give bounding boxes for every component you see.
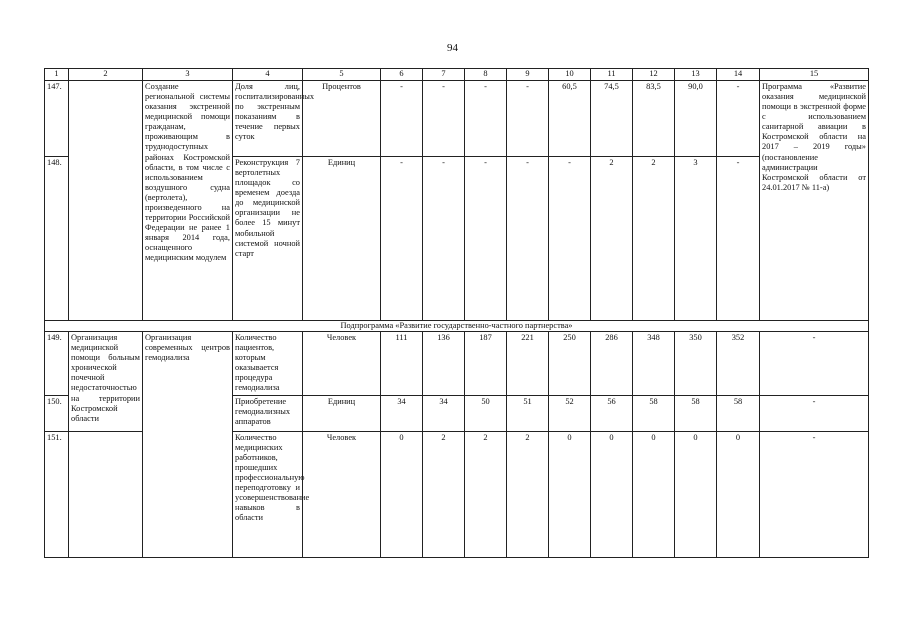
row-number: 150. [45,395,69,431]
value-cell: 51 [507,395,549,431]
value-cell: - [465,81,507,157]
page-number: 94 [447,42,458,54]
value-cell: 34 [423,395,465,431]
indicator-cell: Количество пациентов, которым оказывается процедура гемодиализа [233,332,303,395]
unit-cell: Человек [303,431,381,557]
value-cell: 2 [465,431,507,557]
value-cell: 0 [549,431,591,557]
header-cell: 11 [591,69,633,81]
value-cell: 56 [591,395,633,431]
header-cell: 14 [717,69,760,81]
value-cell: 136 [423,332,465,395]
value-cell: - [423,81,465,157]
value-cell: 83,5 [633,81,675,157]
value-cell: 348 [633,332,675,395]
note-cell: Программа «Развитие оказания медицинской помощи в экстренной форме с использованием санитарной авиации в Костромской области на 2017 – 2019 годы» (постановление администрации Костромской области от 24.01.2017 № 11-а) [760,81,869,321]
header-cell: 12 [633,69,675,81]
indicator-cell: Реконструкция 7 вертолетных площадок со временем доезда до медицинской организации не более 15 минут мобильной системой ночной старт [233,157,303,321]
note-cell: - [760,332,869,395]
value-cell: 90,0 [675,81,717,157]
value-cell: - [507,157,549,321]
value-cell: - [381,157,423,321]
header-cell: 10 [549,69,591,81]
indicators-table [44,68,869,558]
value-cell: - [507,81,549,157]
note-cell: - [760,431,869,557]
value-cell: - [549,157,591,321]
value-cell: 2 [423,431,465,557]
subprogram-row [45,321,869,332]
value-cell: 2 [507,431,549,557]
value-cell: 221 [507,332,549,395]
header-cell: 15 [760,69,869,81]
indicator-cell: Доля лиц, госпитализированных по экстренным показаниям в течение первых суток [233,81,303,157]
subprogram-title: Подпрограмма «Развитие государственно-частного партнерства» [45,321,869,332]
unit-cell: Единиц [303,157,381,321]
value-cell: 2 [591,157,633,321]
measure-cell: Создание региональной системы оказания экстренной медицинской помощи гражданам, проживающим в труднодоступных районах Костромской области, в том числе с использованием воздушного судна (вертолета), произведенного на территории Российской Федерации не ранее 1 января 2014 года, оснащенного медицинским модулем [143,81,233,321]
task-cell-empty [69,81,143,321]
value-cell: 50 [465,395,507,431]
value-cell: 2 [633,157,675,321]
value-cell: - [717,157,760,321]
row-number: 149. [45,332,69,395]
header-cell: 13 [675,69,717,81]
header-cell: 4 [233,69,303,81]
row-number: 147. [45,81,69,157]
value-cell: 187 [465,332,507,395]
header-cell: 9 [507,69,549,81]
row-number: 151. [45,431,69,557]
header-cell: 3 [143,69,233,81]
header-cell: 6 [381,69,423,81]
value-cell: - [423,157,465,321]
indicator-cell: Приобретение гемодиализных аппаратов [233,395,303,431]
header-cell: 1 [45,69,69,81]
indicator-cell: Количество медицинских работников, прошедших профессиональную переподготовку и усовершенствование навыков в области [233,431,303,557]
value-cell: 74,5 [591,81,633,157]
row-number: 148. [45,157,69,321]
header-cell: 8 [465,69,507,81]
measure-cell: Организация современных центров гемодиализа [143,332,233,557]
value-cell: - [381,81,423,157]
value-cell: 58 [633,395,675,431]
value-cell: 0 [381,431,423,557]
value-cell: 58 [675,395,717,431]
note-cell: - [760,395,869,431]
unit-cell: Процентов [303,81,381,157]
value-cell: 60,5 [549,81,591,157]
unit-cell: Человек [303,332,381,395]
value-cell: 0 [717,431,760,557]
unit-cell: Единиц [303,395,381,431]
value-cell: 0 [591,431,633,557]
value-cell: 58 [717,395,760,431]
value-cell: - [465,157,507,321]
value-cell: 0 [675,431,717,557]
value-cell: 250 [549,332,591,395]
header-cell: 2 [69,69,143,81]
header-cell: 5 [303,69,381,81]
value-cell: 111 [381,332,423,395]
task-cell: Организация медицинской помощи больным хронической почечной недостаточностью на территории Костромской области [69,332,143,431]
column-numbers-row [45,69,869,81]
task-cell-empty [69,431,143,557]
value-cell: 352 [717,332,760,395]
value-cell: 0 [633,431,675,557]
value-cell: 52 [549,395,591,431]
value-cell: 286 [591,332,633,395]
value-cell: 34 [381,395,423,431]
header-cell: 7 [423,69,465,81]
value-cell: - [717,81,760,157]
value-cell: 350 [675,332,717,395]
value-cell: 3 [675,157,717,321]
table-row-147 [45,81,869,157]
table-row-149 [45,332,869,395]
